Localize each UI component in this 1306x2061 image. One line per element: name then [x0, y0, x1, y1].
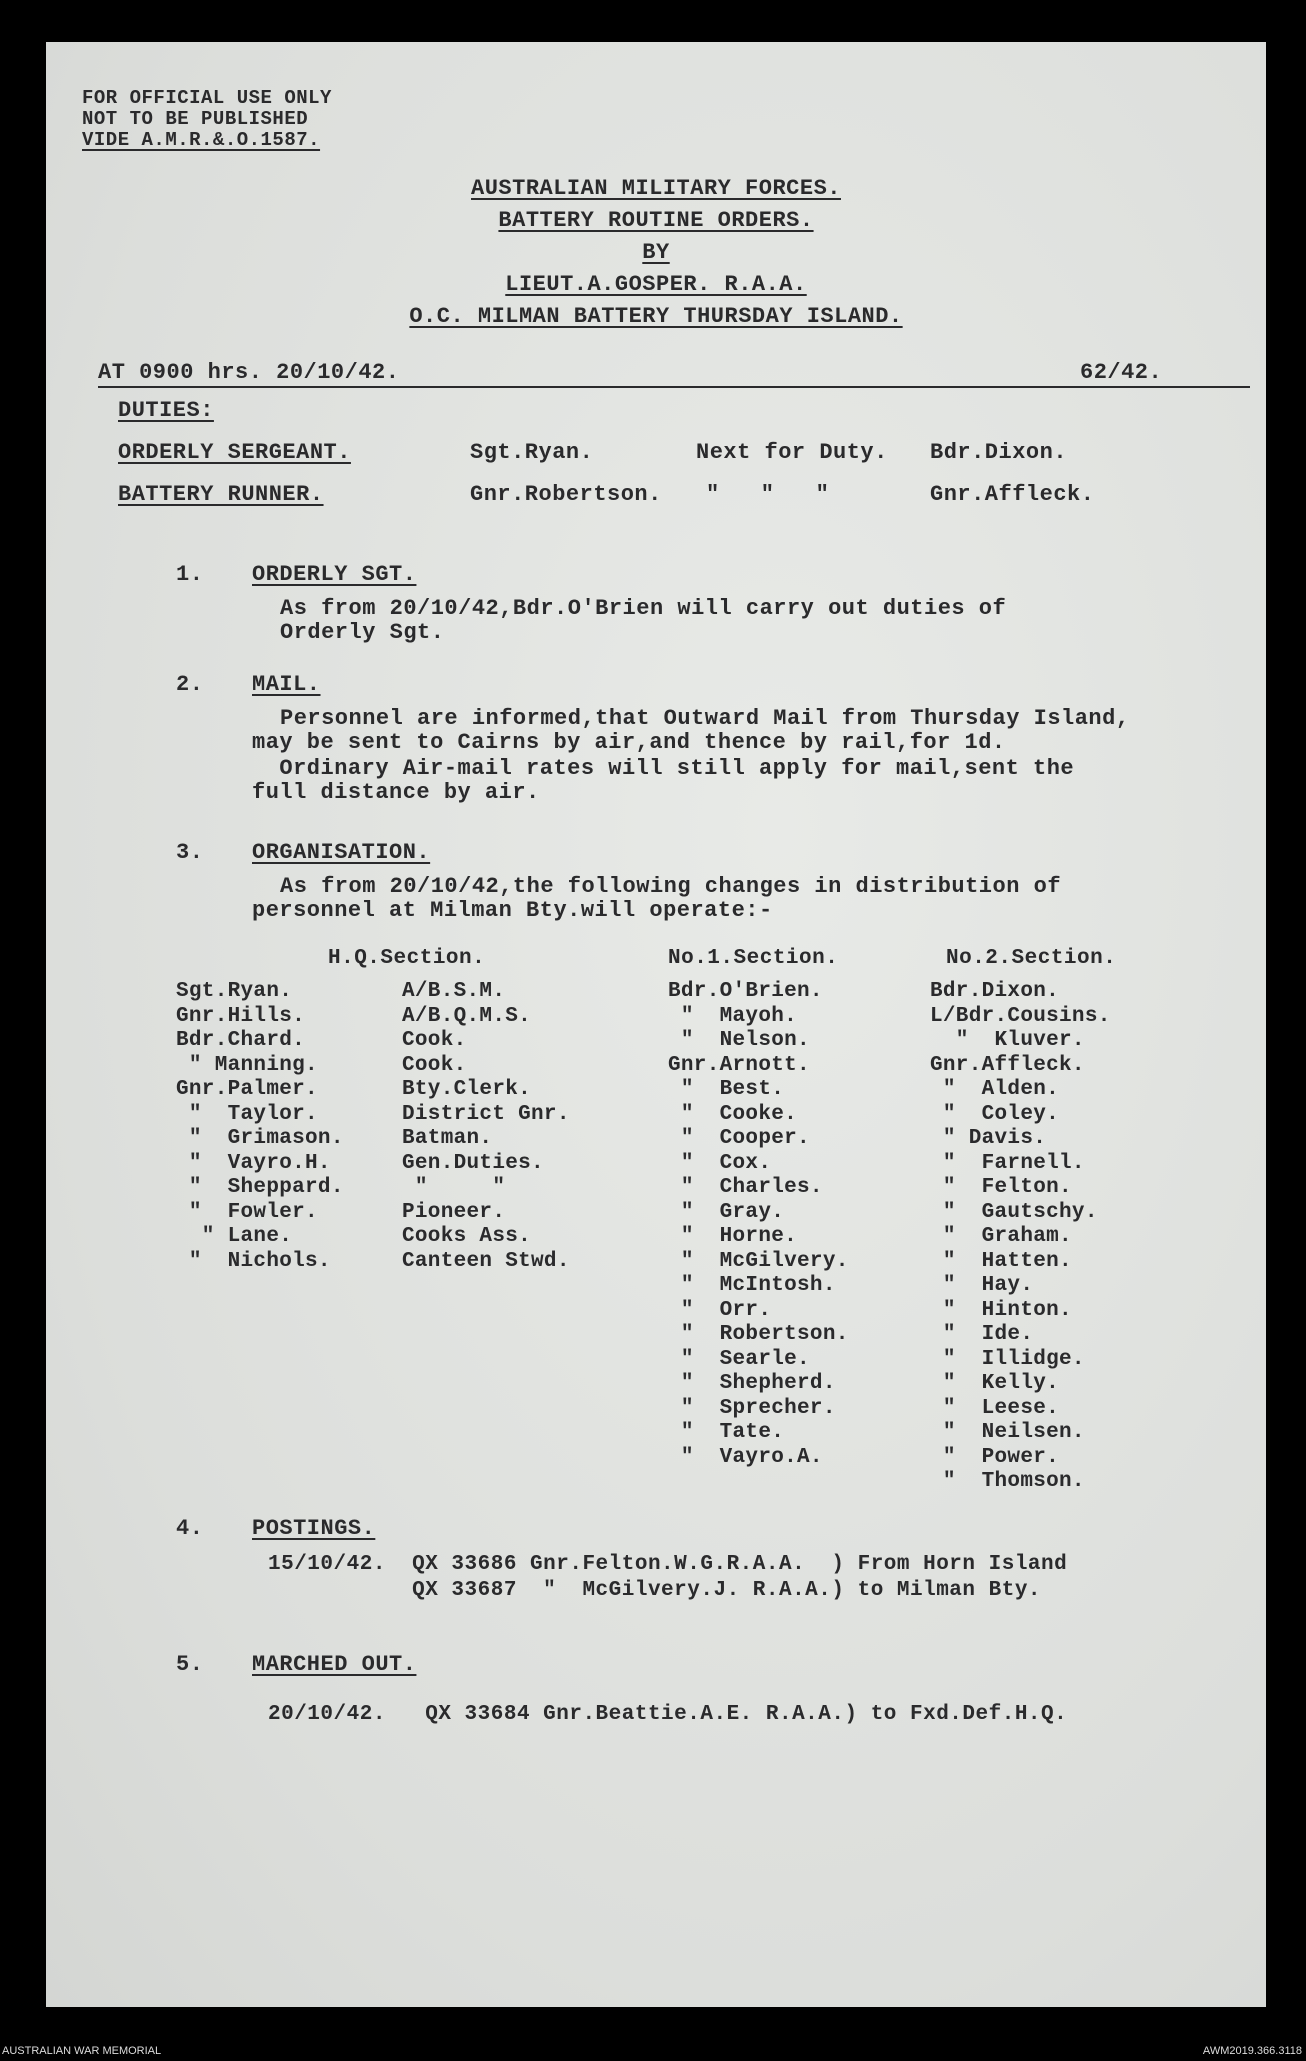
- item-5-line-1: 20/10/42. QX 33684 Gnr.Beattie.A.E. R.A.A.) to Fxd.Def.H.Q.: [268, 1703, 1068, 1726]
- hq-personnel-role: Pioneer.: [402, 1200, 506, 1224]
- section-1-personnel-name: Bdr.O'Brien.: [668, 980, 823, 1003]
- hq-personnel-name: " Sheppard.: [176, 1176, 344, 1199]
- item-3-number: 3.: [176, 840, 204, 865]
- section-1-personnel-name: " Charles.: [668, 1176, 823, 1199]
- hq-personnel-role: District Gnr.: [402, 1102, 570, 1126]
- section-2-personnel-name: " Alden.: [930, 1078, 1060, 1101]
- hq-personnel-role: Gen.Duties.: [402, 1151, 544, 1175]
- heading-line-5: O.C. MILMAN BATTERY THURSDAY ISLAND.: [409, 304, 903, 329]
- heading-line-2: BATTERY ROUTINE ORDERS.: [498, 208, 814, 233]
- duty-role-2: BATTERY RUNNER.: [118, 482, 324, 507]
- section-2-personnel-name: " Thomson.: [930, 1470, 1085, 1493]
- footer-right: AWM2019.366.3118: [1202, 2045, 1302, 2057]
- dateline-left: AT 0900 hrs. 20/10/42.: [98, 360, 400, 385]
- item-3-text-2: personnel at Milman Bty.will operate:-: [252, 898, 773, 923]
- section-1-personnel-name: " Searle.: [668, 1347, 810, 1371]
- section-1-personnel-name: " Horne.: [668, 1225, 798, 1248]
- item-1-title: ORDERLY SGT.: [252, 562, 417, 587]
- dateline-rule: [98, 386, 1250, 388]
- item-2-title: MAIL.: [252, 672, 321, 697]
- hq-personnel-role: Canteen Stwd.: [402, 1249, 570, 1273]
- item-4-line-2: QX 33687 " McGilvery.J. R.A.A.) to Milman Bty.: [268, 1579, 1042, 1602]
- hq-personnel-name: " Fowler.: [176, 1200, 318, 1224]
- section-1-title: No.1.Section.: [668, 947, 839, 970]
- restriction-line-3: VIDE A.M.R.&.O.1587.: [82, 129, 321, 151]
- section-1-personnel-name: " Nelson.: [668, 1029, 810, 1052]
- section-1-personnel-name: " Cox.: [668, 1151, 772, 1175]
- item-3-text-1: As from 20/10/42,the following changes in distribution of: [280, 874, 1062, 899]
- item-4-number: 4.: [176, 1516, 204, 1541]
- section-1-personnel-name: " Robertson.: [668, 1323, 849, 1346]
- section-2-names-column: [930, 980, 1111, 1495]
- hq-personnel-name: " Lane.: [176, 1225, 293, 1248]
- duty-role-1: ORDERLY SERGEANT.: [118, 440, 351, 465]
- hq-personnel-role: Bty.Clerk.: [402, 1078, 532, 1101]
- hq-personnel-role: A/B.Q.M.S.: [402, 1004, 532, 1028]
- item-4-title: POSTINGS.: [252, 1516, 376, 1541]
- duty-next-2: Gnr.Affleck.: [930, 482, 1095, 507]
- section-2-personnel-name: " Felton.: [930, 1176, 1072, 1199]
- item-5-title: MARCHED OUT.: [252, 1652, 417, 1677]
- footer-left: AUSTRALIAN WAR MEMORIAL: [2, 2045, 162, 2057]
- section-2-personnel-name: " Hatten.: [930, 1249, 1072, 1273]
- section-1-personnel-name: " Tate.: [668, 1421, 785, 1444]
- item-2-text-1: Personnel are informed,that Outward Mail from Thursday Island,: [280, 706, 1130, 731]
- section-2-personnel-name: " Gautschy.: [930, 1200, 1098, 1224]
- item-2-text-4: full distance by air.: [252, 780, 540, 805]
- section-1-personnel-name: " McGilvery.: [668, 1249, 849, 1273]
- section-2-personnel-name: Bdr.Dixon.: [930, 980, 1060, 1003]
- hq-names-column: [176, 980, 344, 1274]
- section-1-personnel-name: " Gray.: [668, 1200, 785, 1224]
- section-2-personnel-name: " Leese.: [930, 1396, 1060, 1420]
- section-2-personnel-name: Gnr.Affleck.: [930, 1053, 1085, 1077]
- duty-next-label-1: Next for Duty.: [696, 440, 888, 465]
- hq-personnel-name: Gnr.Hills.: [176, 1004, 306, 1028]
- section-1-personnel-name: " Best.: [668, 1078, 785, 1101]
- section-2-personnel-name: " Power.: [930, 1445, 1060, 1469]
- hq-personnel-name: " Nichols.: [176, 1249, 331, 1273]
- hq-personnel-name: " Manning.: [176, 1053, 318, 1077]
- heading-line-3: BY: [642, 240, 670, 265]
- duties-title: DUTIES:: [118, 398, 214, 423]
- hq-personnel-role: Cook.: [402, 1029, 467, 1052]
- hq-personnel-name: " Vayro.H.: [176, 1151, 331, 1175]
- section-1-personnel-name: " Cooper.: [668, 1127, 810, 1150]
- item-1-number: 1.: [176, 562, 204, 587]
- section-1-personnel-name: Gnr.Arnott.: [668, 1053, 810, 1077]
- restriction-line-2: NOT TO BE PUBLISHED: [82, 108, 309, 130]
- hq-personnel-name: " Grimason.: [176, 1127, 344, 1150]
- section-2-personnel-name: " Illidge.: [930, 1347, 1085, 1371]
- hq-section-title: H.Q.Section.: [328, 947, 486, 970]
- section-1-personnel-name: " Vayro.A.: [668, 1445, 823, 1469]
- item-2-text-3: Ordinary Air-mail rates will still apply for mail,sent the: [252, 756, 1075, 781]
- hq-personnel-name: Sgt.Ryan.: [176, 980, 293, 1003]
- hq-personnel-role: A/B.S.M.: [402, 980, 506, 1003]
- section-2-title: No.2.Section.: [946, 947, 1117, 970]
- duty-name-1: Sgt.Ryan.: [470, 440, 594, 465]
- hq-personnel-name: Bdr.Chard.: [176, 1029, 306, 1052]
- section-1-personnel-name: " Mayoh.: [668, 1004, 798, 1028]
- hq-personnel-role: Cooks Ass.: [402, 1225, 532, 1248]
- section-2-personnel-name: L/Bdr.Cousins.: [930, 1004, 1111, 1028]
- section-2-personnel-name: " Graham.: [930, 1225, 1072, 1248]
- item-3-title: ORGANISATION.: [252, 840, 431, 865]
- section-1-personnel-name: " Cooke.: [668, 1102, 798, 1126]
- item-5-number: 5.: [176, 1652, 204, 1677]
- heading-line-4: LIEUT.A.GOSPER. R.A.A.: [505, 272, 807, 297]
- hq-personnel-name: " Taylor.: [176, 1102, 318, 1126]
- item-2-number: 2.: [176, 672, 204, 697]
- restriction-line-1: FOR OFFICIAL USE ONLY: [82, 87, 332, 109]
- hq-personnel-name: Gnr.Palmer.: [176, 1078, 318, 1101]
- section-2-personnel-name: " Hinton.: [930, 1298, 1072, 1322]
- section-2-personnel-name: " Kelly.: [930, 1372, 1060, 1395]
- section-2-personnel-name: " Coley.: [930, 1102, 1060, 1126]
- section-1-names-column: [668, 980, 849, 1470]
- section-2-personnel-name: " Hay.: [930, 1274, 1034, 1297]
- dateline-right: 62/42.: [1080, 360, 1163, 385]
- item-1-text-2: Orderly Sgt.: [280, 620, 445, 645]
- section-1-personnel-name: " McIntosh.: [668, 1274, 836, 1297]
- heading-line-1: AUSTRALIAN MILITARY FORCES.: [471, 176, 841, 201]
- section-1-personnel-name: " Orr.: [668, 1298, 772, 1322]
- item-1-text-1: As from 20/10/42,Bdr.O'Brien will carry out duties of: [280, 596, 1007, 621]
- hq-roles-column: [402, 980, 570, 1274]
- hq-personnel-role: Cook.: [402, 1053, 467, 1077]
- section-2-personnel-name: " Ide.: [930, 1323, 1034, 1346]
- section-1-personnel-name: " Sprecher.: [668, 1396, 836, 1420]
- duty-name-2: Gnr.Robertson.: [470, 482, 662, 507]
- hq-personnel-role: Batman.: [402, 1127, 493, 1150]
- section-2-personnel-name: " Neilsen.: [930, 1421, 1085, 1444]
- document-page: [46, 42, 1266, 2007]
- duty-next-label-2: " " ": [706, 482, 830, 507]
- hq-personnel-role: " ": [402, 1176, 506, 1199]
- item-2-text-2: may be sent to Cairns by air,and thence by rail,for 1d.: [252, 730, 1006, 755]
- section-1-personnel-name: " Shepherd.: [668, 1372, 836, 1395]
- section-2-personnel-name: " Davis.: [930, 1127, 1047, 1150]
- duty-next-1: Bdr.Dixon.: [930, 440, 1068, 465]
- section-2-personnel-name: " Farnell.: [930, 1151, 1085, 1175]
- section-2-personnel-name: " Kluver.: [930, 1029, 1085, 1052]
- item-4-line-1: 15/10/42. QX 33686 Gnr.Felton.W.G.R.A.A. ) From Horn Island: [268, 1553, 1068, 1576]
